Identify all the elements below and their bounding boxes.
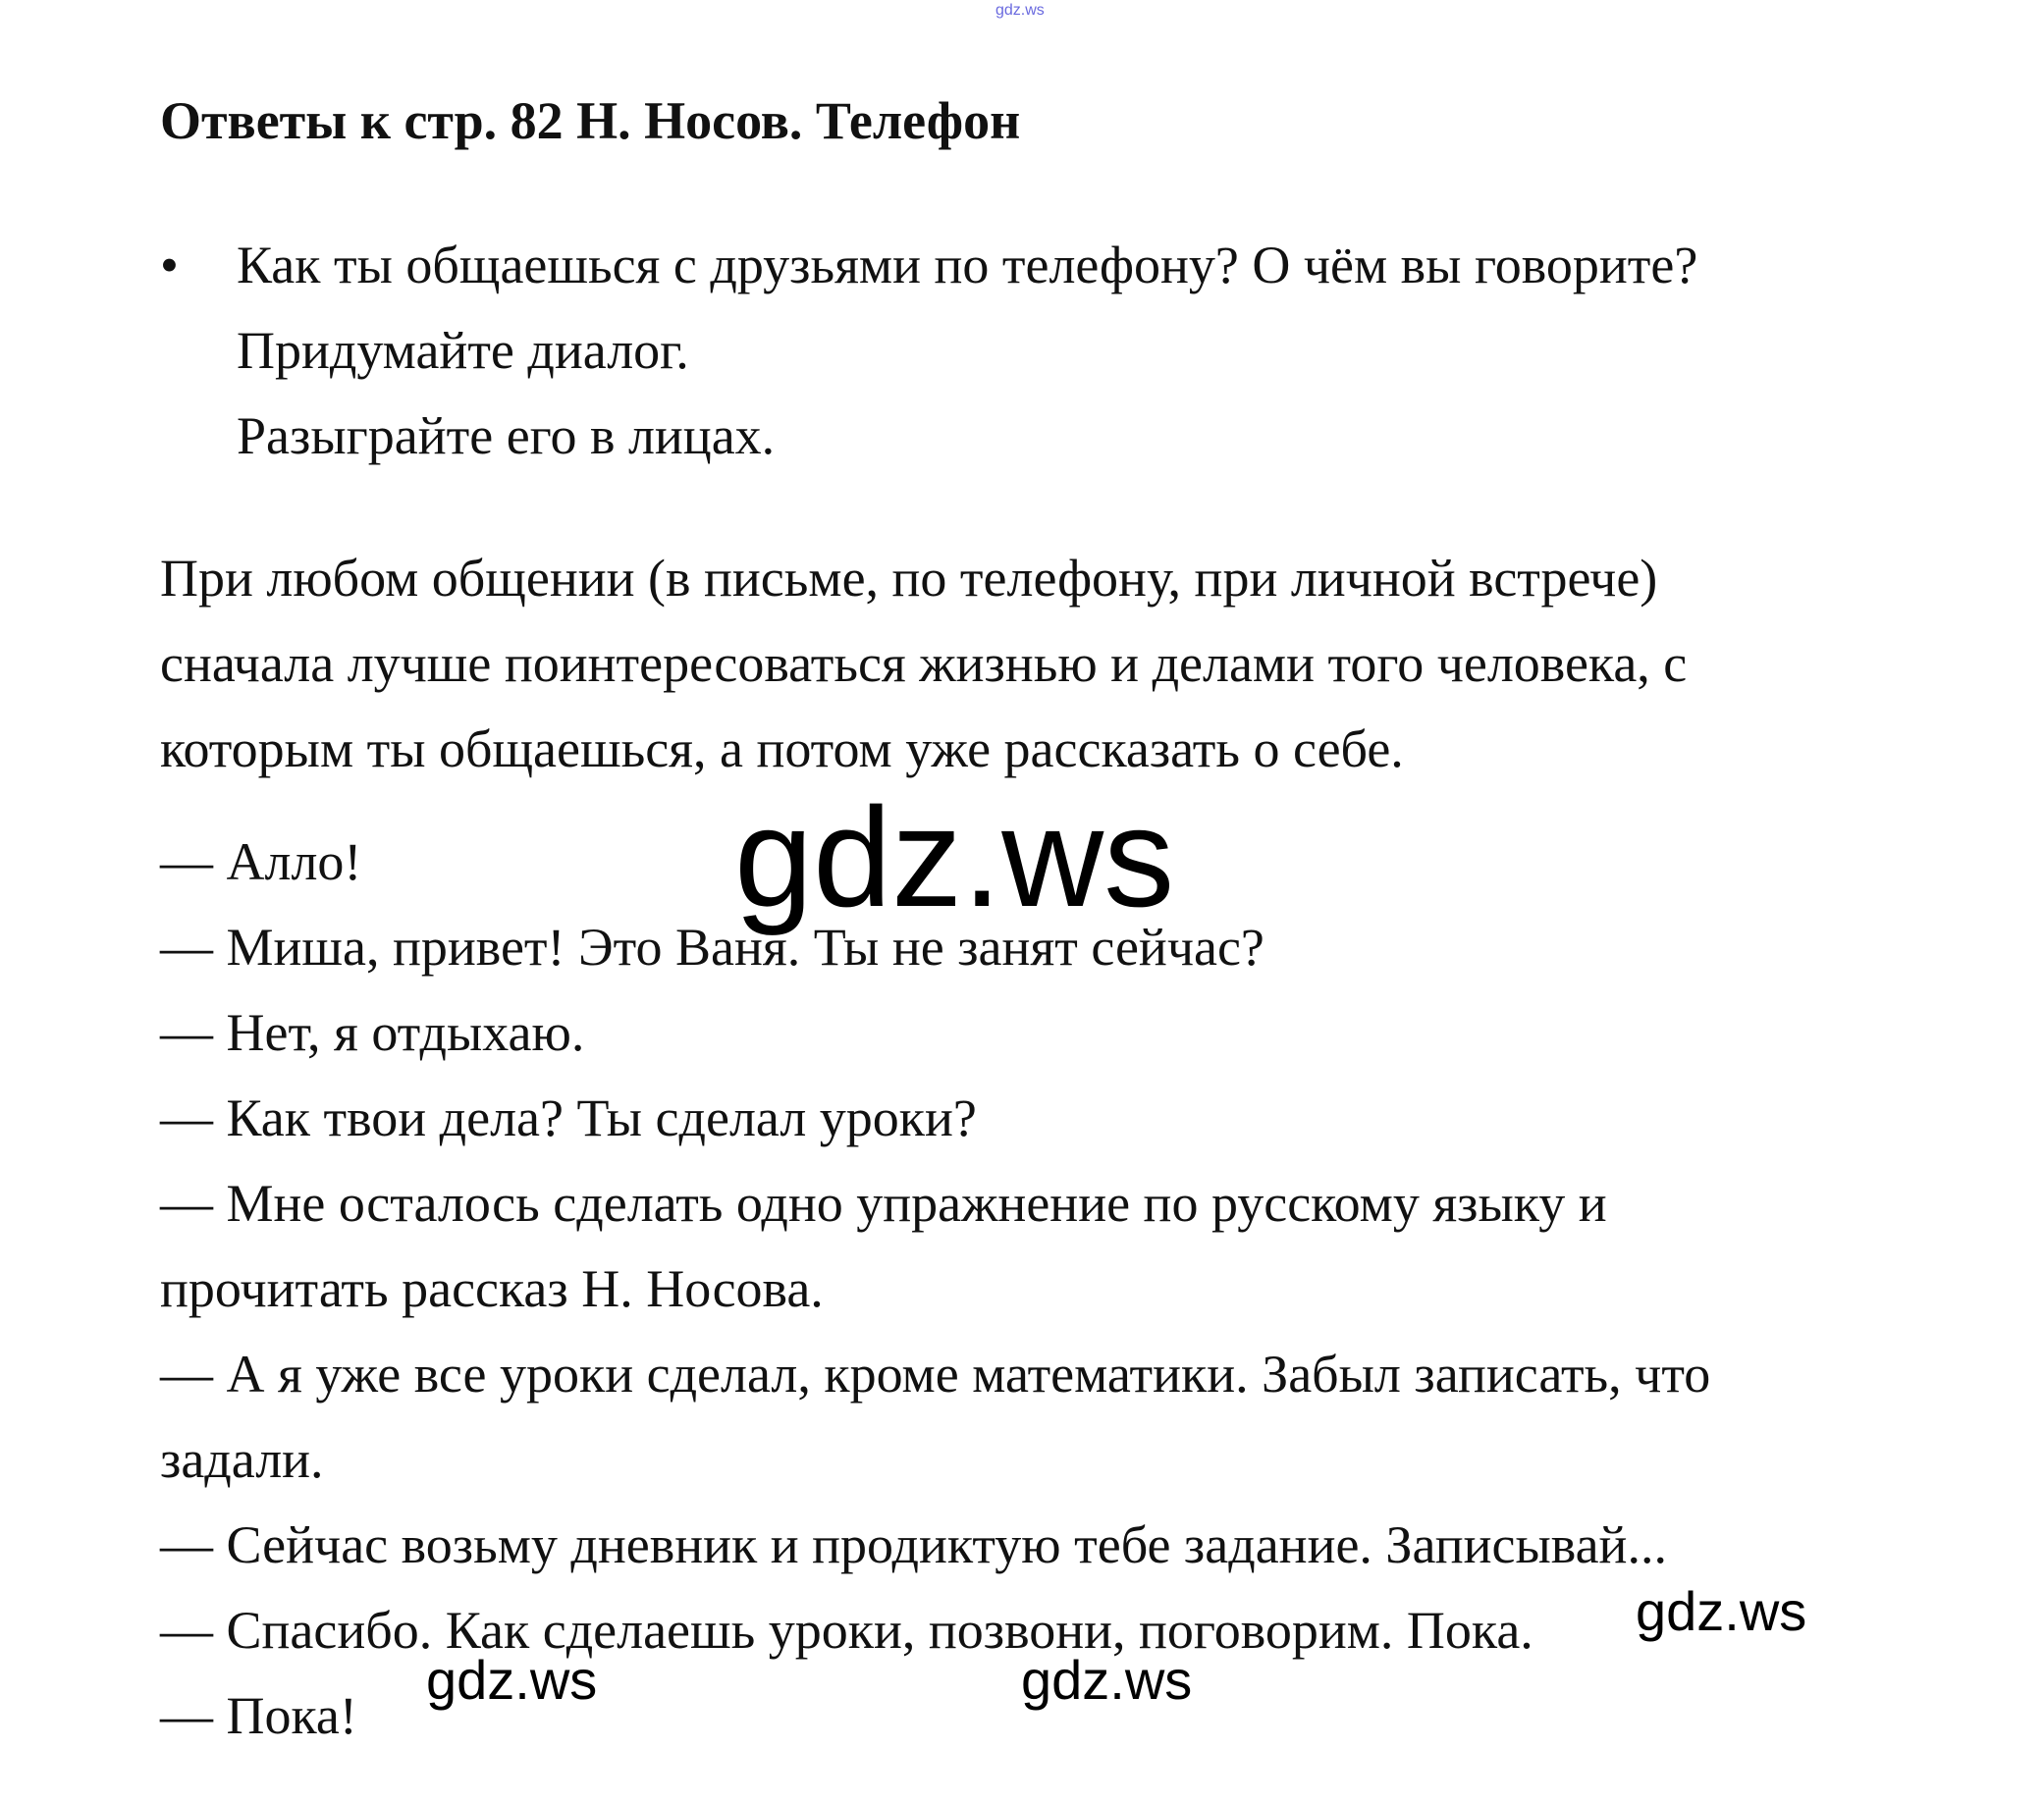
intro-paragraph [160,536,1888,792]
top-watermark: gdz.ws [995,2,1045,19]
task-line: Разыграйте его в лицах. [237,406,776,465]
dialog-line: — Мне осталось сделать одно упражнение по русскому языку и [160,1174,1607,1233]
task-line: Как ты общаешься с друзьями по телефону? О чём вы говорите? [237,236,1698,294]
intro-line: которым ты общаешься, а потом уже рассказать о себе. [160,719,1404,778]
task-text [237,223,1886,479]
dialog-line: прочитать рассказ Н. Носова. [160,1259,824,1318]
dialog-line: — Пока! [160,1686,357,1745]
dialog-line: — Сейчас возьму дневник и продиктую тебе задание. Записывай... [160,1515,1667,1574]
task-line: Придумайте диалог. [237,321,689,380]
dialog-line: — Миша, привет! Это Ваня. Ты не занят сейчас? [160,918,1264,977]
page-title: Ответы к стр. 82 Н. Носов. Телефон [160,91,1021,150]
dialog-line: — Нет, я отдыхаю. [160,1003,585,1062]
dialog-line: — Алло! [160,832,362,891]
dialog-line: — Как твои дела? Ты сделал уроки? [160,1088,977,1147]
dialog-line: — А я уже все уроки сделал, кроме математики. Забыл записать, что [160,1345,1711,1404]
watermark-small: gdz.ws [1021,1649,1193,1711]
dialog-block [160,820,1888,1759]
intro-line: При любом общении (в письме, по телефону, при личной встрече) [160,549,1658,608]
watermark-small: gdz.ws [426,1649,598,1711]
dialog-line: — Спасибо. Как сделаешь уроки, позвони, поговорим. Пока. [160,1601,1533,1660]
watermark-large: gdz.ws [734,778,1175,936]
watermark-small: gdz.ws [1636,1580,1807,1642]
bullet-icon: • [160,236,179,294]
intro-line: сначала лучше поинтересоваться жизнью и делами того человека, с [160,634,1688,693]
dialog-line: задали. [160,1430,324,1489]
